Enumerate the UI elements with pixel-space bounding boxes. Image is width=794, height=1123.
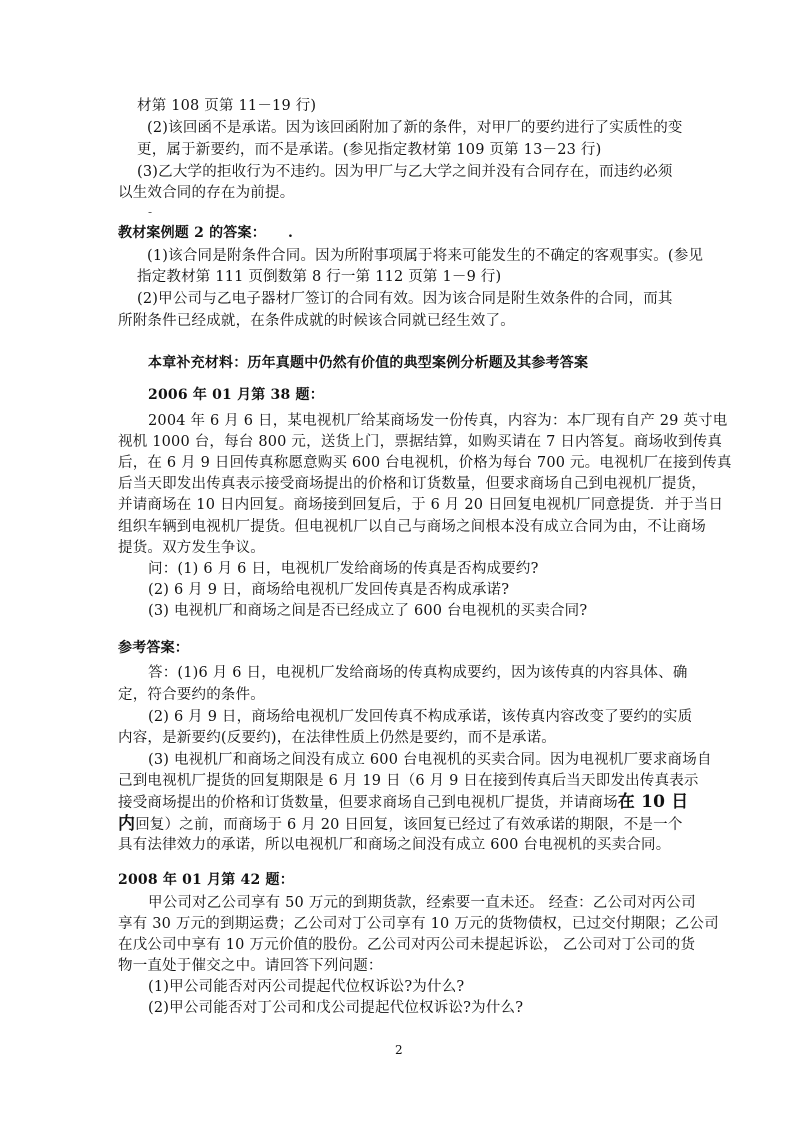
text-line [118,792,689,813]
text-line: (2) 6 月 9 日，商场给电视机厂发回传真不构成承诺，该传真内容改变了要约的实质 [148,709,693,725]
emphasized-text: 在 10 日 [617,792,689,812]
text-line: (2)甲公司与乙电子器材厂签订的合同有效。因为该合同是附生效条件的合同，而其 [137,291,673,307]
text-line: 答：(1)6 月 6 日，电视机厂发给商场的传真构成要约，因为该传真的内容具体、确 [148,665,688,681]
text-line: 己到电视机厂提货的回复期限是 6 月 19 日（6 月 9 日在接到传真后当天即发出传真表示 [118,773,699,789]
text-line: (1)该合同是附条件合同。因为所附事项属于将来可能发生的不确定的客观事实。(参见 [147,248,704,264]
text-line: 材第 108 页第 11－19 行) [137,98,317,114]
question-line: 问：(1) 6 月 6 日，电视机厂发给商场的传真是否构成要约? [148,561,539,577]
text-line: 所附条件已经成就，在条件成就的时候该合同就已经生效了。 [118,313,515,329]
text-line: 提货。双方发生争议。 [118,540,265,556]
emphasized-text: 内 [118,814,136,834]
page-number: 2 [395,1043,403,1057]
text-line: (3)乙大学的拒收行为不违约。因为甲厂与乙大学之间并没有合同存在，而违约必须 [137,164,673,180]
text-line: 甲公司对乙公司享有 50 万元的到期货款，经索要一直未还。 经查：乙公司对丙公司 [148,895,696,911]
answer-line-text: 回复）之前，而商场于 6 月 20 日回复，该回复已经过了有效承诺的期限，不是一个 [135,817,683,833]
text-line: 后，在 6 月 9 日回传真称愿意购买 600 台电视机，价格为每台 700 元。电视机厂在接到传真 [118,455,732,471]
question-line: (2)甲公司能否对丁公司和戊公司提起代位权诉讼?为什么? [148,1000,524,1016]
question-line: (2) 6 月 9 日，商场给电视机厂发回传真是否构成承诺? [148,582,510,598]
text-line: 更，属于新要约，而不是承诺。(参见指定教材第 109 页第 13－23 行) [137,142,602,158]
text-line: 并请商场在 10 日内回复。商场接到回复后，于 6 月 20 日回复电视机厂同意提货．并于当日 [118,497,724,513]
text-line: 定，符合要约的条件。 [118,687,265,703]
text-line: 内容，是新要约(反要约)，在法律性质上仍然是要约，而不是承诺。 [118,730,557,746]
text-line: 在戊公司中享有 10 万元价值的股份。乙公司对丙公司未提起诉讼， 乙公司对丁公司的货 [118,937,696,953]
text-line: 以生效合同的存在为前提。 [118,185,295,201]
case2-heading: 教材案例题 2 的答案： [118,225,266,241]
heading-dot: . [288,225,294,241]
answer-heading: 参考答案： [118,640,189,656]
text-line: 具有法律效力的承诺，所以电视机厂和商场之间没有成立 600 台电视机的买卖合同。 [118,837,671,853]
question-2006-heading: 2006 年 01 月第 38 题： [148,387,324,403]
text-line: 物一直处于催交之中。请回答下列问题： [118,958,383,974]
question-2008-heading: 2008 年 01 月第 42 题： [118,872,294,888]
supplement-heading: 本章补充材料：历年真题中仍然有价值的典型案例分析题及其参考答案 [148,355,589,371]
question-line: (3) 电视机厂和商场之间是否已经成立了 600 台电视机的买卖合同? [148,603,588,619]
text-line: (2)该回函不是承诺。因为该回函附加了新的条件，对甲厂的要约进行了实质性的变 [147,120,683,136]
text-line: 视机 1000 台，每台 800 元，送货上门，票据结算，如购买请在 7 日内答复。商场收到传真 [118,434,723,450]
text-line: 享有 30 万元的到期运费；乙公司对丁公司享有 10 万元的货物债权，已过交付期限；乙公司 [118,916,719,932]
text-line [118,814,683,835]
text-line: 2004 年 6 月 6 日，某电视机厂给某商场发一份传真，内容为：本厂现有自产 29 英寸电 [148,413,728,429]
question-line: (1)甲公司能否对丙公司提起代位权诉讼?为什么? [148,979,465,995]
text-line: 指定教材第 111 页倒数第 8 行一第 112 页第 1－9 行) [137,269,502,285]
text-line: 后当天即发出传真表示接受商场提出的价格和订货数量，但要求商场自己到电视机厂提货， [118,476,706,492]
answer-line-text: 接受商场提出的价格和订货数量，但要求商场自己到电视机厂提货，并请商场 [118,795,618,811]
text-line: (3) 电视机厂和商场之间没有成立 600 台电视机的买卖合同。因为电视机厂要求商场自 [148,752,712,768]
text-line: 组织车辆到电视机厂提货。但电视机厂以自己与商场之间根本没有成立合同为由，不让商场 [118,519,706,535]
stray-mark: - [148,205,153,219]
